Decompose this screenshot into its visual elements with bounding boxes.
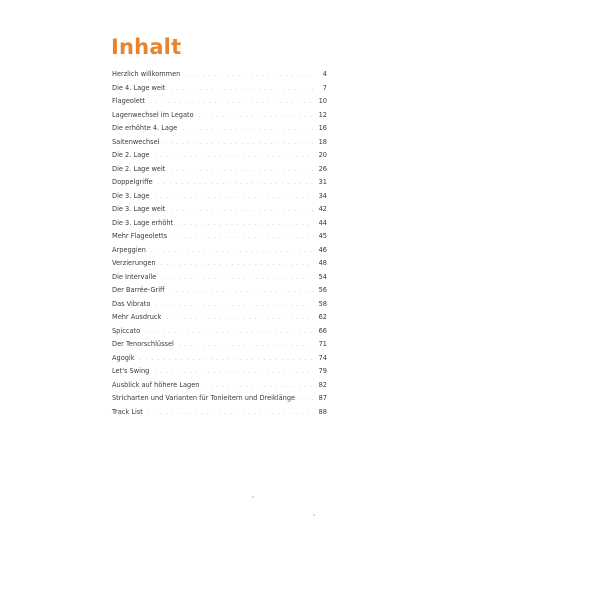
- toc-entry-title: Verzierungen: [112, 259, 156, 267]
- toc-entry-title: Der Tenorschlüssel: [112, 340, 174, 348]
- dot-leader: [166, 312, 314, 326]
- toc-entry-title: Flageolett: [112, 97, 146, 105]
- toc-entry-title: Die Intervalle: [112, 272, 157, 281]
- toc-entry-title: Agogik: [112, 353, 135, 362]
- toc-entry-title: Das Vibrato: [112, 299, 151, 308]
- toc-entry: [112, 284, 327, 298]
- toc-entry: [112, 257, 327, 271]
- toc-entry-title: Spiccato: [112, 326, 141, 335]
- dot-leader: [148, 407, 314, 421]
- toc-entry: [112, 271, 327, 285]
- toc-entry-title: Die 4. Lage weit: [112, 83, 166, 92]
- toc-entry-title: Arpeggien: [112, 245, 146, 254]
- toc-entry: [112, 365, 327, 379]
- toc-entry-page-number: 20: [318, 151, 327, 159]
- scan-speck: [313, 514, 315, 516]
- toc-entry: [112, 176, 327, 190]
- toc-entry: [112, 217, 327, 231]
- toc-entry-page-number: 45: [318, 232, 327, 240]
- dot-leader: [154, 191, 314, 205]
- toc-entry-page-number: 42: [318, 205, 327, 213]
- toc-entry: [112, 82, 327, 96]
- toc-entry-title: Doppelgriffe: [112, 178, 153, 186]
- dot-leader: [164, 137, 314, 151]
- toc-entry-page-number: 12: [318, 110, 327, 119]
- dot-leader: [204, 380, 314, 394]
- dot-leader: [300, 393, 314, 407]
- toc-entry-page-number: 87: [318, 394, 327, 402]
- toc-entry-page-number: 16: [318, 124, 327, 132]
- toc-entry: [112, 203, 327, 217]
- toc-entry: [112, 95, 327, 109]
- toc-entry: [112, 136, 327, 150]
- toc-entry-page-number: 88: [318, 407, 327, 416]
- toc-entry: [112, 122, 327, 136]
- dot-leader: [154, 366, 314, 380]
- toc-entry: [112, 149, 327, 163]
- toc-entry-title: Mehr Flageoletts: [112, 232, 168, 240]
- toc-entry-title: Die 3. Lage weit: [112, 205, 166, 213]
- toc-entry-title: Die 3. Lage erhöht: [112, 218, 174, 227]
- toc-entry: [112, 109, 327, 123]
- dot-leader: [145, 326, 314, 340]
- dot-leader: [179, 339, 314, 353]
- toc-entry-page-number: 18: [318, 137, 327, 146]
- toc-entry-page-number: 74: [318, 353, 327, 362]
- toc-entry-title: Mehr Ausdruck: [112, 313, 162, 321]
- dot-leader: [158, 177, 314, 191]
- dot-leader: [155, 299, 314, 313]
- toc-entry: [112, 311, 327, 325]
- toc-entry-page-number: 4: [322, 70, 327, 78]
- toc-entry: [112, 163, 327, 177]
- toc-entry-page-number: 58: [318, 299, 327, 308]
- toc-entry-page-number: 10: [318, 97, 327, 105]
- toc-entry: [112, 325, 327, 339]
- toc-entry: [112, 68, 327, 82]
- toc-entry-title: Die erhöhte 4. Lage: [112, 124, 178, 132]
- toc-entry: [112, 244, 327, 258]
- dot-leader: [150, 96, 314, 110]
- toc-entry-title: Die 3. Lage: [112, 191, 150, 200]
- toc-entry-title: Ausblick auf höhere Lagen: [112, 380, 200, 389]
- toc-entry-page-number: 71: [318, 340, 327, 348]
- toc-entry: [112, 298, 327, 312]
- toc-entry-page-number: 31: [318, 178, 327, 186]
- toc-entry: [112, 190, 327, 204]
- toc-entry-page-number: 34: [318, 191, 327, 200]
- toc-entry-title: Herzlich willkommen: [112, 70, 181, 78]
- dot-leader: [199, 110, 314, 124]
- toc-entry-page-number: 62: [318, 313, 327, 321]
- toc-entry-title: Let's Swing: [112, 367, 150, 375]
- toc-entry-page-number: 48: [318, 259, 327, 267]
- dot-leader: [170, 164, 314, 178]
- dot-leader: [170, 204, 314, 218]
- toc-entry: [112, 230, 327, 244]
- dot-leader: [182, 123, 314, 137]
- dot-leader: [154, 150, 314, 164]
- toc-entry-page-number: 54: [318, 272, 327, 281]
- toc-entry: [112, 406, 327, 420]
- toc-entry-title: Saitenwechsel: [112, 137, 160, 146]
- toc-entry-page-number: 66: [318, 326, 327, 335]
- toc-entry-title: Die 2. Lage: [112, 151, 150, 159]
- dot-leader: [170, 83, 314, 97]
- dot-leader: [185, 69, 314, 83]
- toc-entry-page-number: 82: [318, 380, 327, 389]
- toc-entry-title: Der Barrée-Griff: [112, 286, 165, 294]
- toc-entry: [112, 338, 327, 352]
- page-title: Inhalt: [111, 35, 182, 59]
- dot-leader: [170, 285, 314, 299]
- toc-entry-title: Die 2. Lage weit: [112, 164, 166, 173]
- toc-entry-title: Track List: [112, 407, 143, 416]
- dot-leader: [151, 245, 314, 259]
- toc-entry-title: Lagenwechsel im Legato: [112, 110, 194, 119]
- toc-entry-page-number: 56: [318, 286, 327, 294]
- dot-leader: [161, 272, 314, 286]
- dot-leader: [172, 231, 314, 245]
- table-of-contents: [112, 68, 327, 419]
- toc-entry-page-number: 7: [322, 83, 327, 92]
- toc-entry: [112, 352, 327, 366]
- dot-leader: [178, 218, 314, 232]
- toc-entry: [112, 392, 327, 406]
- toc-entry-title: Stricharten und Varianten für Tonleitern und Dreiklänge: [112, 394, 296, 402]
- toc-entry-page-number: 44: [318, 218, 327, 227]
- toc-entry-page-number: 26: [318, 164, 327, 173]
- toc-entry-page-number: 79: [318, 367, 327, 375]
- dot-leader: [140, 353, 314, 367]
- dot-leader: [161, 258, 314, 272]
- scan-speck: [252, 496, 254, 498]
- toc-entry: [112, 379, 327, 393]
- toc-entry-page-number: 46: [318, 245, 327, 254]
